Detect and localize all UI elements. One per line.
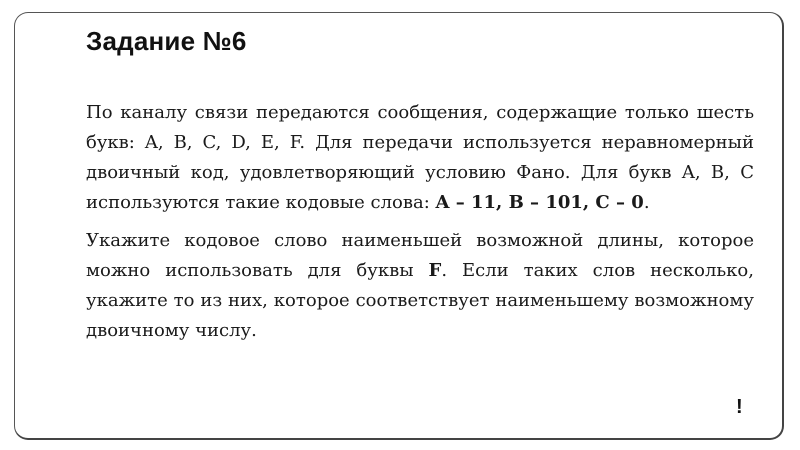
code-words: A – 11, B – 101, C – 0 [435, 192, 644, 213]
slide-title: Задание №6 [86, 26, 247, 56]
paragraph-2-after: . Если таких слов несколько, укажите то из них, которое соответствует наименьшему возможному двоичному числу. [86, 260, 754, 341]
exclamation-mark: ! [736, 396, 743, 418]
paragraph-2-before: Укажите кодовое слово наименьшей возможной длины, которое можно использовать для буквы [86, 230, 754, 281]
paragraph-1-end: . [643, 192, 650, 213]
task-paragraph-2 [86, 226, 754, 346]
target-letter: F [428, 260, 442, 281]
task-content [86, 98, 754, 354]
paragraph-1-text: По каналу связи передаются сообщения, содержащие только шесть букв: A, B, C, D, E, F. Для передачи используется неравномерный двоичный код, удовлетворяющий условию Фано. Для букв A, B, C используются такие кодовые слова: [86, 102, 754, 213]
task-paragraph-1 [86, 98, 754, 218]
